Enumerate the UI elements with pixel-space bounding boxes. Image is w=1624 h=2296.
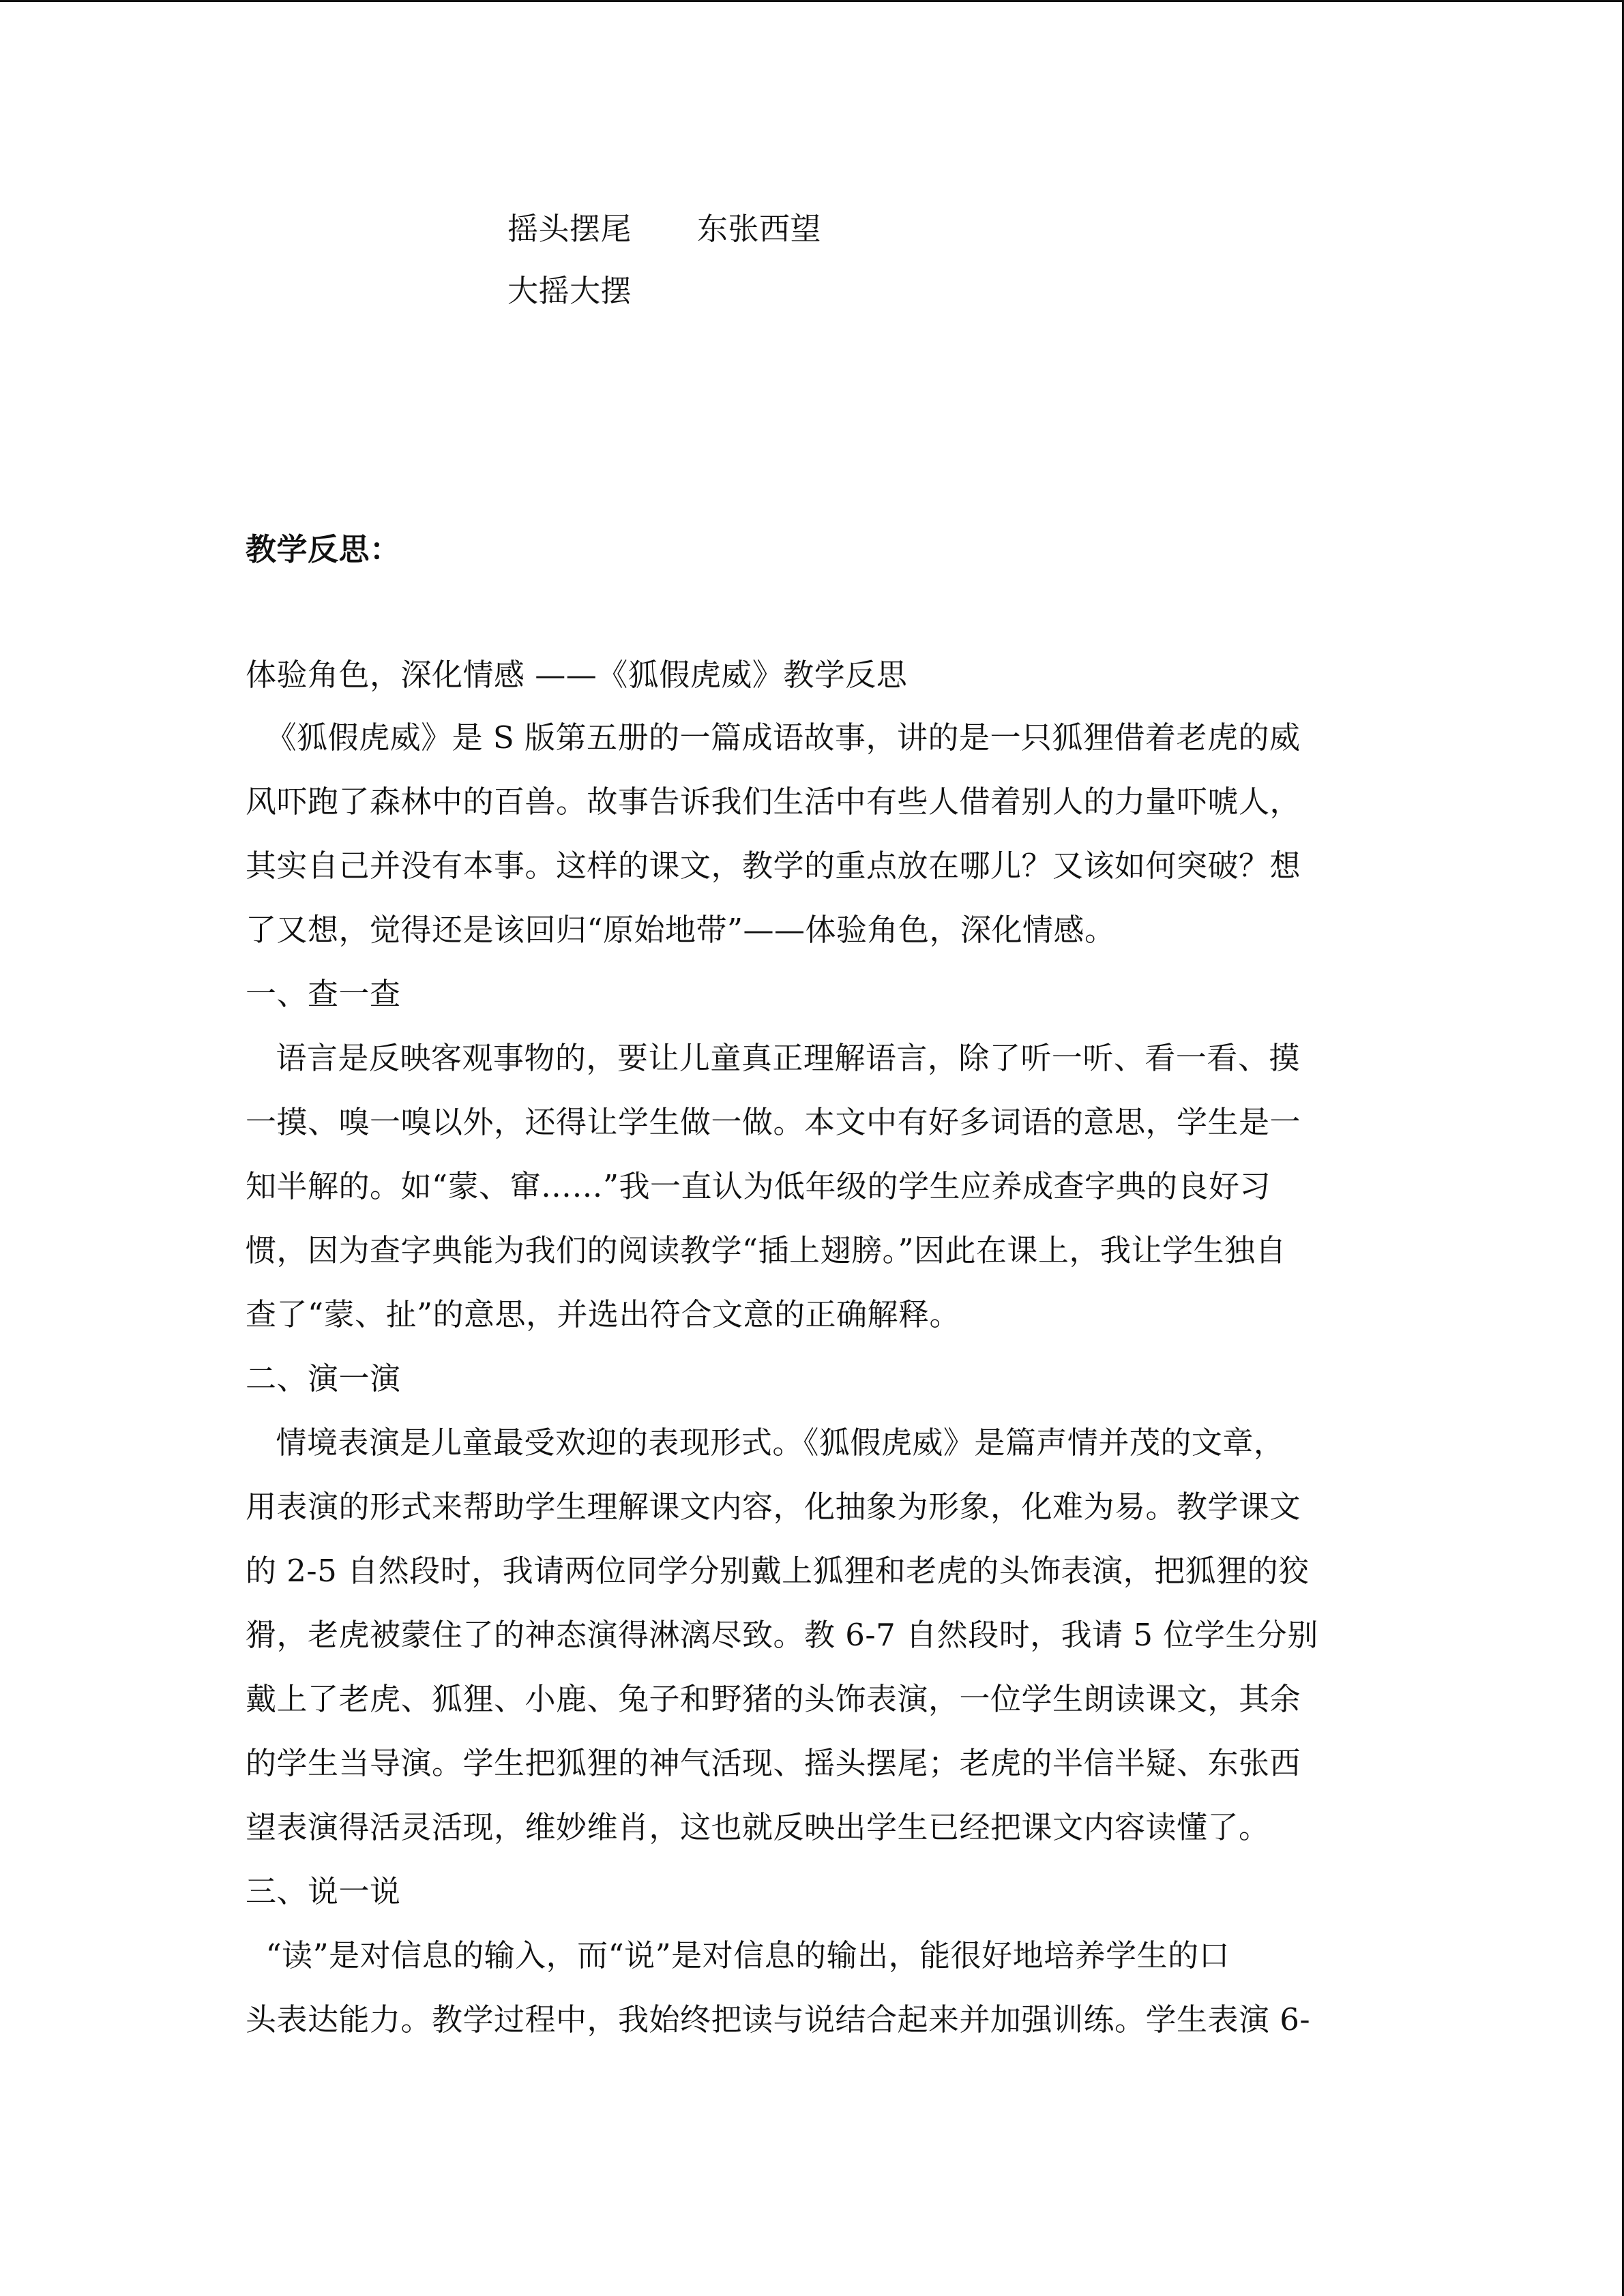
article-line: 的学生当导演。学生把狐狸的神气活现、摇头摆尾；老虎的半信半疑、东张西	[246, 1745, 1301, 1781]
article-line: 查了“蒙、扯”的意思，并选出符合文意的正确解释。	[246, 1296, 961, 1332]
article-line: 惯，因为查字典能为我们的阅读教学“插上翅膀。”因此在课上，我让学生独自	[246, 1232, 1287, 1268]
article-title: 体验角色，深化情感 ——《狐假虎威》教学反思	[246, 657, 908, 693]
article-line: 猾，老虎被蒙住了的神态演得淋漓尽致。教 6-7 自然段时，我请 5 位学生分别	[246, 1617, 1318, 1653]
idiom-row-1	[507, 209, 821, 250]
reflection-heading: 教学反思：	[246, 531, 401, 567]
article-line: 望表演得活灵活现，维妙维肖，这也就反映出学生已经把课文内容读懂了。	[246, 1809, 1270, 1845]
article-line: 的 2-5 自然段时，我请两位同学分别戴上狐狸和老虎的头饰表演，把狐狸的狡	[246, 1553, 1310, 1589]
article-line: 风吓跑了森林中的百兽。故事告诉我们生活中有些人借着别人的力量吓唬人，	[246, 784, 1301, 820]
idiom-word: 东张西望	[697, 211, 822, 247]
idiom-row-2	[507, 271, 632, 312]
section-heading: 三、说一说	[246, 1873, 401, 1909]
article-line: 其实自己并没有本事。这样的课文，教学的重点放在哪儿？又该如何突破？想	[246, 848, 1301, 884]
section-heading: 二、演一演	[246, 1360, 401, 1397]
article-line: 了又想，觉得还是该回归“原始地带”——体验角色，深化情感。	[246, 912, 1116, 948]
article-line: 《狐假虎威》是 S 版第五册的一篇成语故事，讲的是一只狐狸借着老虎的威	[246, 719, 1301, 756]
page-border-top	[0, 0, 1624, 2]
section-heading: 一、查一查	[246, 976, 401, 1012]
article-line: 情境表演是儿童最受欢迎的表现形式。《狐假虎威》是篇声情并茂的文章，	[246, 1425, 1285, 1461]
article-line: 语言是反映客观事物的，要让儿童真正理解语言，除了听一听、看一看、摸	[246, 1040, 1300, 1076]
article-line: 头表达能力。教学过程中，我始终把读与说结合起来并加强训练。学生表演 6-	[246, 2001, 1311, 2038]
idiom-word: 摇头摆尾	[507, 211, 632, 247]
article-line: 用表演的形式来帮助学生理解课文内容，化抽象为形象，化难为易。教学课文	[246, 1489, 1301, 1525]
idiom-word: 大摇大摆	[507, 273, 632, 309]
article-line: “读”是对信息的输入，而“说”是对信息的输出，能很好地培养学生的口	[246, 1937, 1230, 1973]
article-line: 戴上了老虎、狐狸、小鹿、兔子和野猪的头饰表演，一位学生朗读课文，其余	[246, 1681, 1301, 1717]
article-line: 一摸、嗅一嗅以外，还得让学生做一做。本文中有好多词语的意思，学生是一	[246, 1104, 1301, 1140]
article-line: 知半解的。如“蒙、窜……”我一直认为低年级的学生应养成查字典的良好习	[246, 1168, 1271, 1204]
